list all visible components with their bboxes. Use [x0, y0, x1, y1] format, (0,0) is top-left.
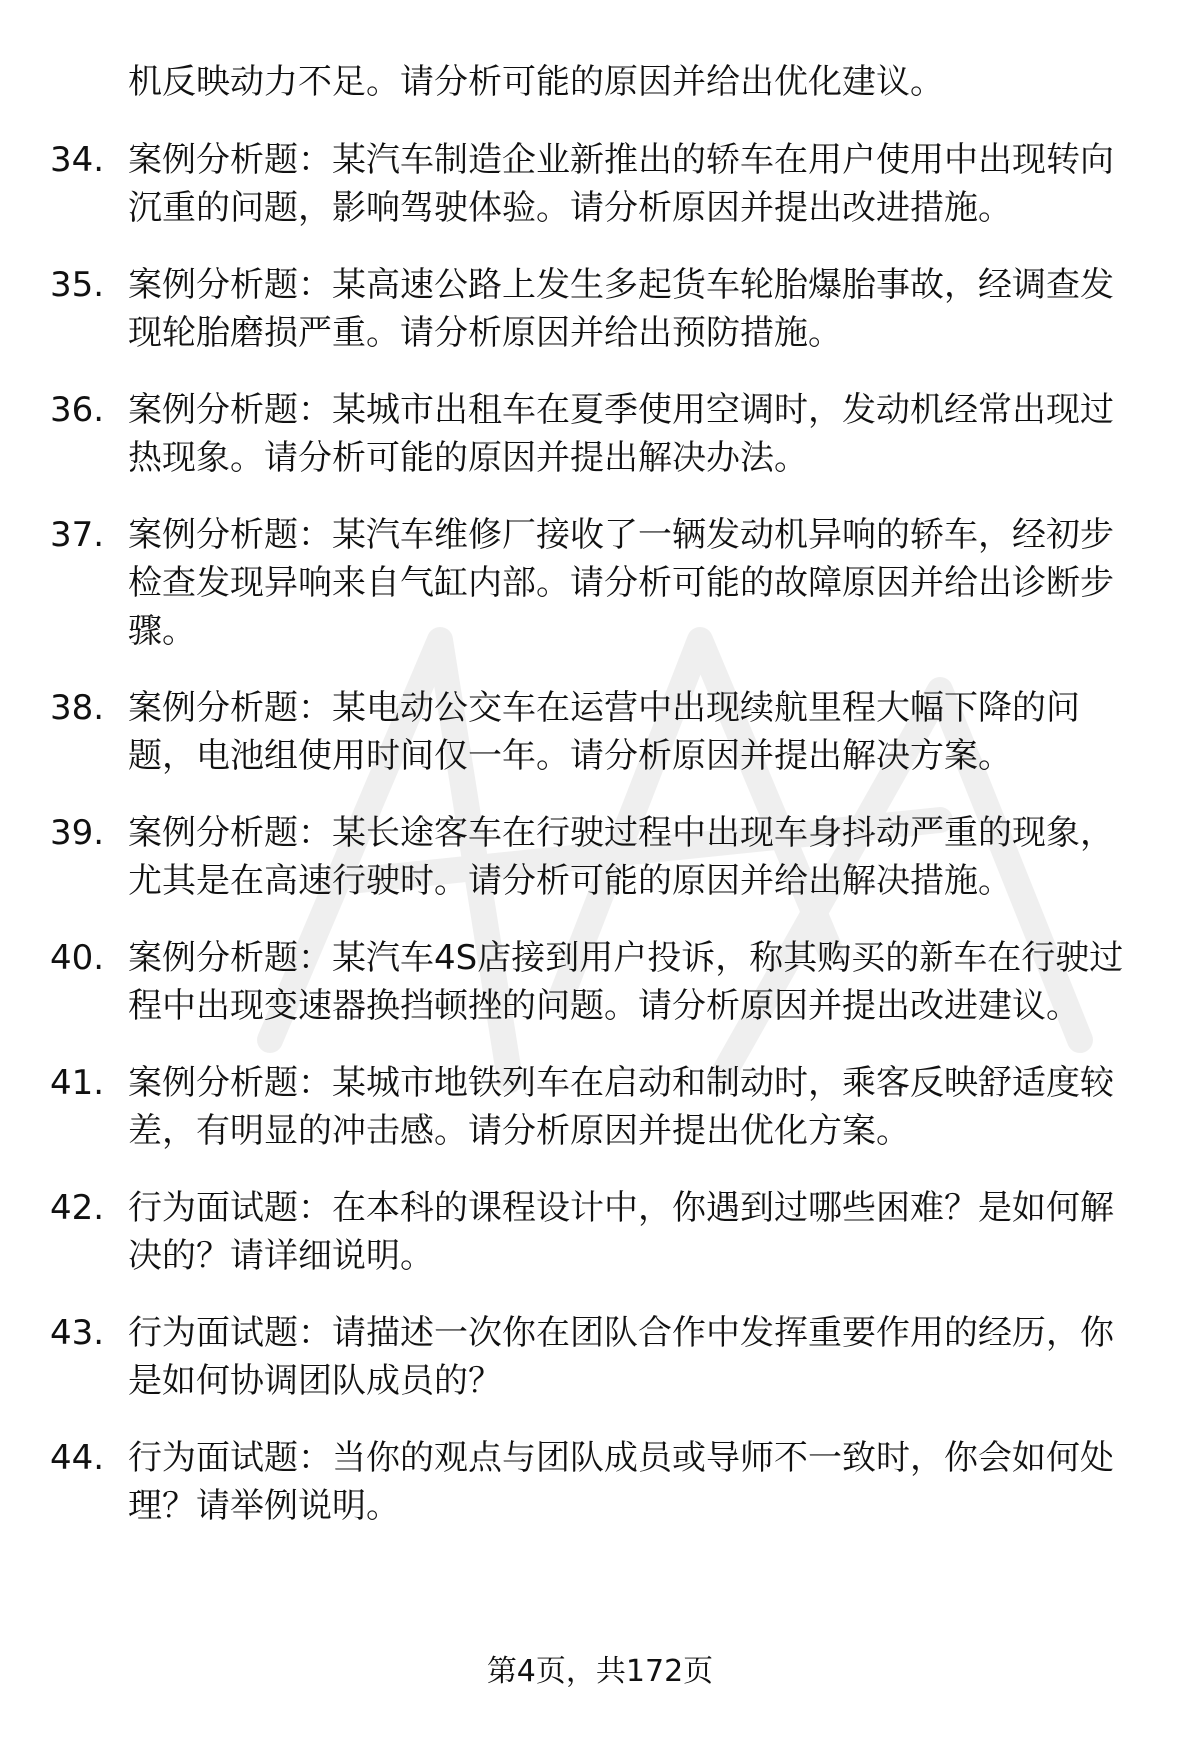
question-text: 案例分析题：某电动公交车在运营中出现续航里程大幅下降的问题，电池组使用时间仅一年。请分析原因并提出解决方案。 — [128, 688, 1080, 776]
question-number: 41. — [50, 1063, 105, 1103]
question-item — [50, 1184, 1150, 1280]
question-item — [50, 1434, 1150, 1530]
question-number: 39. — [50, 813, 105, 853]
question-item — [50, 684, 1150, 780]
question-text: 行为面试题：当你的观点与团队成员或导师不一致时，你会如何处理？请举例说明。 — [128, 1438, 1114, 1526]
question-text: 案例分析题：某城市地铁列车在启动和制动时，乘客反映舒适度较差，有明显的冲击感。请分析原因并提出优化方案。 — [128, 1063, 1114, 1151]
question-item — [50, 261, 1150, 357]
question-text: 案例分析题：某汽车维修厂接收了一辆发动机异响的轿车，经初步检查发现异响来自气缸内部。请分析可能的故障原因并给出诊断步骤。 — [128, 515, 1114, 651]
question-item — [50, 1059, 1150, 1155]
question-text: 案例分析题：某汽车制造企业新推出的轿车在用户使用中出现转向沉重的问题，影响驾驶体验。请分析原因并提出改进措施。 — [128, 140, 1114, 228]
question-number: 34. — [50, 140, 105, 180]
question-number: 35. — [50, 265, 105, 305]
question-text: 案例分析题：某汽车4S店接到用户投诉，称其购买的新车在行驶过程中出现变速器换挡顿挫的问题。请分析原因并提出改进建议。 — [128, 938, 1124, 1026]
question-item — [50, 386, 1150, 482]
question-number: 36. — [50, 390, 105, 430]
question-item — [50, 511, 1150, 655]
question-number: 43. — [50, 1313, 105, 1353]
continued-question-text: 机反映动力不足。请分析可能的原因并给出优化建议。 — [128, 62, 944, 102]
question-number: 42. — [50, 1188, 105, 1228]
question-number: 38. — [50, 688, 105, 728]
question-number: 37. — [50, 515, 105, 555]
question-text: 行为面试题：请描述一次你在团队合作中发挥重要作用的经历，你是如何协调团队成员的？ — [128, 1313, 1114, 1401]
question-number: 44. — [50, 1438, 105, 1478]
page-footer: 第4页，共172页 — [486, 1654, 714, 1689]
question-text: 案例分析题：某长途客车在行驶过程中出现车身抖动严重的现象，尤其是在高速行驶时。请分析可能的原因并给出解决措施。 — [128, 813, 1114, 901]
question-item — [50, 809, 1150, 905]
question-text: 案例分析题：某高速公路上发生多起货车轮胎爆胎事故，经调查发现轮胎磨损严重。请分析原因并给出预防措施。 — [128, 265, 1114, 353]
question-text: 行为面试题：在本科的课程设计中，你遇到过哪些困难？是如何解决的？请详细说明。 — [128, 1188, 1114, 1276]
question-item — [50, 136, 1150, 232]
question-number: 40. — [50, 938, 105, 978]
question-text: 案例分析题：某城市出租车在夏季使用空调时，发动机经常出现过热现象。请分析可能的原因并提出解决办法。 — [128, 390, 1114, 478]
question-item — [50, 934, 1150, 1030]
question-item — [50, 1309, 1150, 1405]
question-list — [50, 136, 1150, 1530]
document-page — [50, 58, 1150, 1559]
